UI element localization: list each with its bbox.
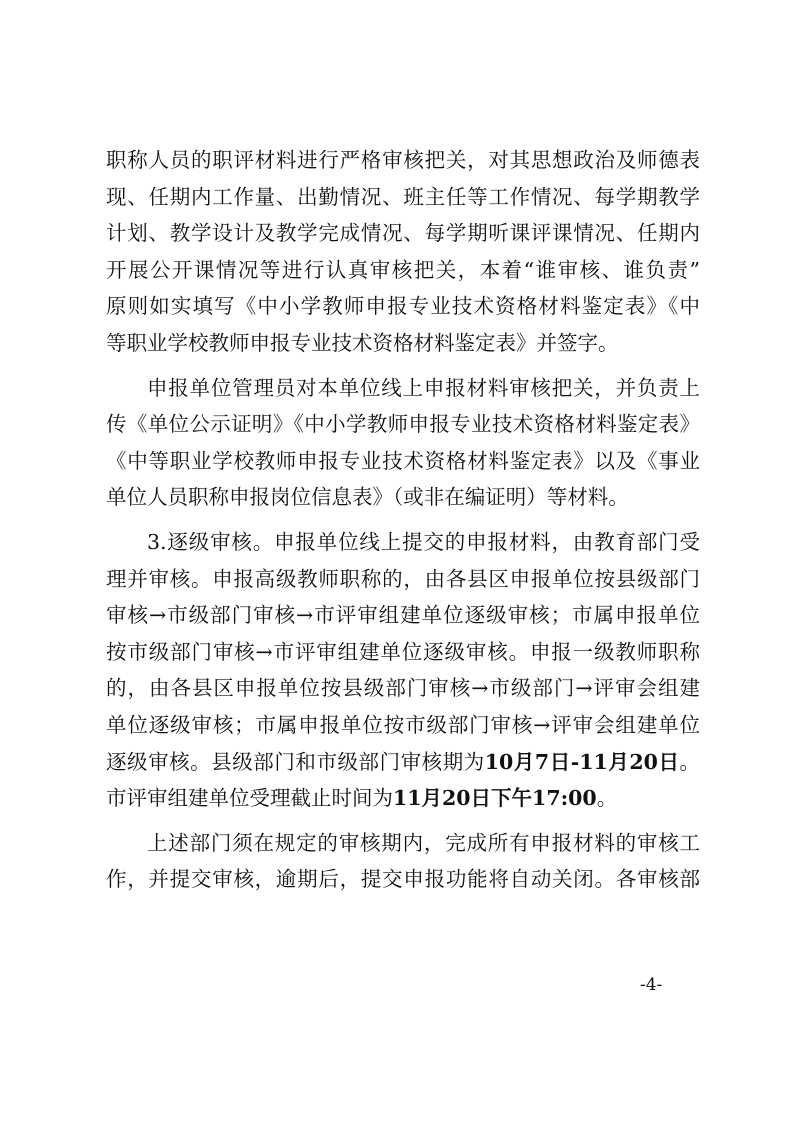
paragraph-3-line-2: 理并审核。申报高级教师职称的，由各县区申报单位按县级部门: [106, 566, 700, 591]
review-period-suffix: 。: [679, 749, 700, 774]
paragraph-1-line-5: 原则如实填写《中小学教师申报专业技术资格材料鉴定表》《中: [106, 294, 700, 319]
paragraph-1-line-6: 等职业学校教师申报专业技术资格材料鉴定表》并签字。: [106, 330, 619, 355]
paragraph-2-line-4: 单位人员职称申报岗位信息表》（或非在编证明）等材料。: [106, 485, 629, 510]
paragraph-2-line-2: 传《单位公示证明》《中小学教师申报专业技术资格材料鉴定表》: [106, 412, 700, 437]
paragraph-2-line-3: 《中等职业学校教师申报专业技术资格材料鉴定表》以及《事业: [106, 448, 700, 473]
body-text: [106, 142, 700, 898]
paragraph-1-line-2: 现、任期内工作量、出勤情况、班主任等工作情况、每学期教学: [106, 184, 700, 209]
paragraph-3-line-7: [106, 744, 700, 781]
paragraph-3-line-6: 单位逐级审核；市属申报单位按市级部门审核→评审会组建单位: [106, 712, 700, 737]
deadline-datetime: 11月20日下午17:00: [393, 786, 597, 811]
deadline-suffix: 。: [596, 786, 618, 811]
paragraph-2-line-1: 申报单位管理员对本单位线上申报材料审核把关，并负责上: [147, 375, 700, 400]
paragraph-3-line-5: 的，由各县区申报单位按县级部门审核→市级部门→评审会组建: [106, 676, 700, 701]
paragraph-3-line-4: 按市级部门审核→市评审组建单位逐级审核。申报一级教师职称: [106, 639, 700, 664]
review-period-dates: 10月7日-11月20日: [484, 749, 680, 774]
page-number: -4-: [640, 975, 663, 995]
deadline-prefix: 市评审组建单位受理截止时间为: [106, 786, 393, 811]
paragraph-4-line-2: 作，并提交审核，逾期后，提交申报功能将自动关闭。各审核部: [106, 867, 700, 892]
paragraph-1-line-3: 计划、教学设计及教学完成情况、每学期听课评课情况、任期内: [106, 221, 700, 246]
paragraph-3-line-3: 审核→市级部门审核→市评审组建单位逐级审核；市属申报单位: [106, 603, 700, 628]
review-period-prefix: 逐级审核。县级部门和市级部门审核期为: [106, 749, 485, 774]
paragraph-1-line-4: 开展公开课情况等进行认真审核把关，本着“谁审核、谁负责”: [106, 257, 700, 282]
paragraph-1-line-1: 职称人员的职评材料进行严格审核把关，对其思想政治及师德表: [106, 148, 700, 172]
paragraph-4-line-1: 上述部门须在规定的审核期内，完成所有申报材料的审核工: [147, 830, 700, 855]
paragraph-3-line-8: [106, 780, 700, 817]
paragraph-3-line-1: 3.逐级审核。申报单位线上提交的申报材料，由教育部门受: [147, 529, 700, 554]
